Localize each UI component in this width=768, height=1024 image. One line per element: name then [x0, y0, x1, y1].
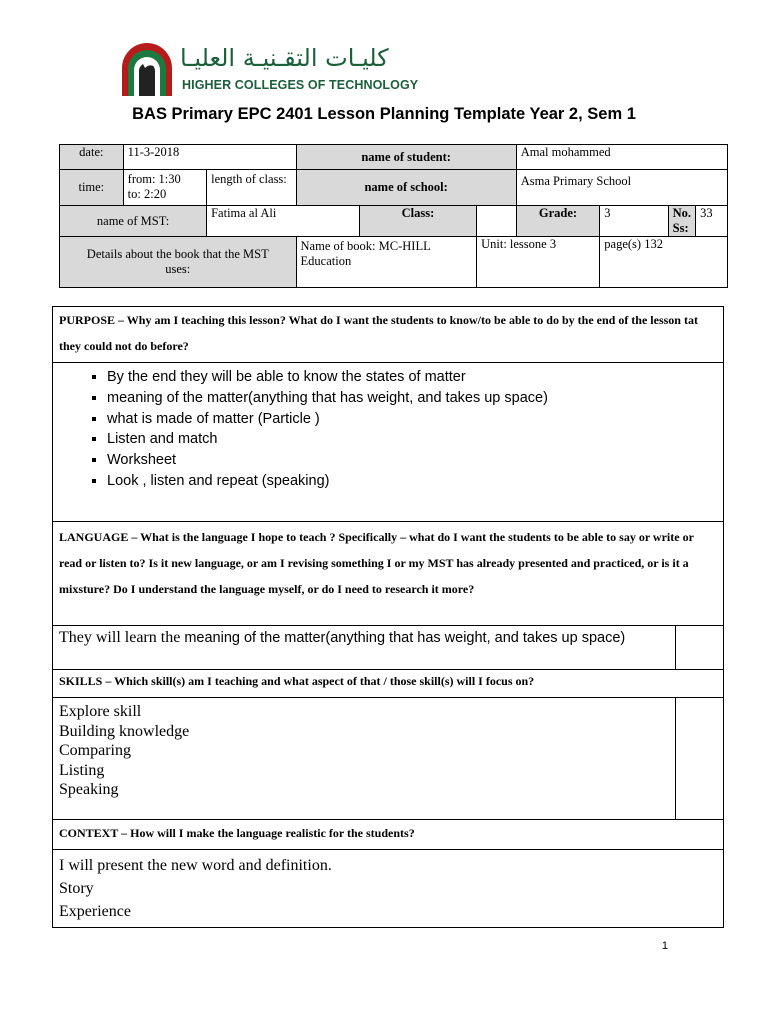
skill-item: Building knowledge — [59, 722, 190, 740]
class-value — [477, 206, 517, 237]
context-item: Story — [59, 880, 94, 897]
number-of-students-value: 33 — [696, 206, 728, 237]
grade-value: 3 — [600, 206, 668, 237]
length-of-class-label: length of class: — [207, 170, 296, 206]
context-item: Experience — [59, 903, 131, 920]
date-value: 11-3-2018 — [123, 145, 296, 170]
skills-heading: SKILLS — [59, 674, 103, 688]
skill-item: Comparing — [59, 742, 131, 760]
skill-item: Explore skill — [59, 703, 142, 720]
purpose-item: ▪ By the end they will be able to know the states of matter — [107, 367, 719, 388]
language-question — [53, 522, 724, 626]
context-answer — [53, 850, 724, 928]
mst-name-label: name of MST: — [60, 206, 207, 237]
context-heading: CONTEXT — [59, 826, 119, 840]
date-label: date: — [60, 145, 124, 170]
time-label: time: — [60, 170, 124, 206]
purpose-item: ▪ what is made of matter (Particle ) — [107, 409, 719, 430]
skills-notes-cell — [676, 698, 724, 820]
purpose-item: ▪ Listen and match — [107, 429, 719, 450]
student-name-value: Amal mohammed — [516, 145, 727, 170]
unit-value: Unit: lessone 3 — [477, 237, 600, 288]
book-name-value: Name of book: MC-HILL Education — [296, 237, 477, 288]
page-title: BAS Primary EPC 2401 Lesson Planning Template Year 2, Sem 1 — [132, 105, 636, 123]
page-number: 1 — [661, 940, 668, 952]
skills-answer — [53, 698, 676, 820]
context-question-text: – How will I make the language realistic for the students? — [118, 826, 415, 840]
purpose-answer — [53, 363, 724, 522]
school-name-label: name of school: — [296, 170, 516, 206]
book-details-label: Details about the book that the MST uses: — [60, 237, 297, 288]
skill-item: Listing — [59, 761, 105, 779]
skills-question-text: – Which skill(s) am I teaching and what aspect of that / those skill(s) will I focus on? — [102, 674, 535, 688]
logo-arabic-text: كليـات التقـنيـة العليـا — [180, 44, 389, 72]
number-of-students-label: No. Ss: — [668, 206, 695, 237]
college-emblem-icon — [118, 40, 176, 98]
school-name-value: Asma Primary School — [516, 170, 727, 206]
college-logo — [118, 40, 419, 98]
time-from: from: 1:30 — [127, 172, 181, 186]
mst-name-value: Fatima al Ali — [207, 206, 360, 237]
class-label: Class: — [359, 206, 476, 237]
purpose-item: ▪ Worksheet — [107, 450, 719, 471]
purpose-heading: PURPOSE — [59, 313, 116, 327]
lesson-info-table — [59, 144, 728, 288]
time-value — [123, 170, 206, 206]
language-notes-cell — [676, 626, 724, 670]
lesson-planning-table — [52, 306, 724, 928]
language-question-text: – What is the language I hope to teach ? Specifically – what do I want the students to be able to say or write or read or listen to? Is it new language, or am I revising something I or my MST has already presented and practiced, or is it a mixsture? Do I understand the language myself, or do I need to research it more? — [59, 530, 694, 596]
student-name-label: name of student: — [296, 145, 516, 170]
language-answer-rest: meaning of the matter(anything that has weight, and takes up space) — [180, 630, 626, 646]
purpose-question — [53, 307, 724, 363]
language-answer — [53, 626, 676, 670]
language-heading: LANGUAGE — [59, 530, 129, 544]
skills-question — [53, 670, 724, 698]
purpose-item: ▪ Look , listen and repeat (speaking) — [107, 471, 719, 492]
purpose-question-text: – Why am I teaching this lesson? What do I want the students to know/to be able to do by the end of the lesson tat they could not do before? — [59, 313, 698, 353]
skill-item: Speaking — [59, 781, 119, 799]
context-question — [53, 820, 724, 850]
language-answer-lead: They will learn the — [59, 629, 181, 646]
purpose-item: ▪ meaning of the matter(anything that has weight, and takes up space) — [107, 388, 719, 409]
time-to: to: 2:20 — [127, 187, 167, 201]
logo-english-text: HIGHER COLLEGES OF TECHNOLOGY — [182, 78, 419, 92]
pages-value: page(s) 132 — [600, 237, 728, 288]
grade-label: Grade: — [516, 206, 600, 237]
context-item: I will present the new word and definition. — [59, 857, 332, 874]
